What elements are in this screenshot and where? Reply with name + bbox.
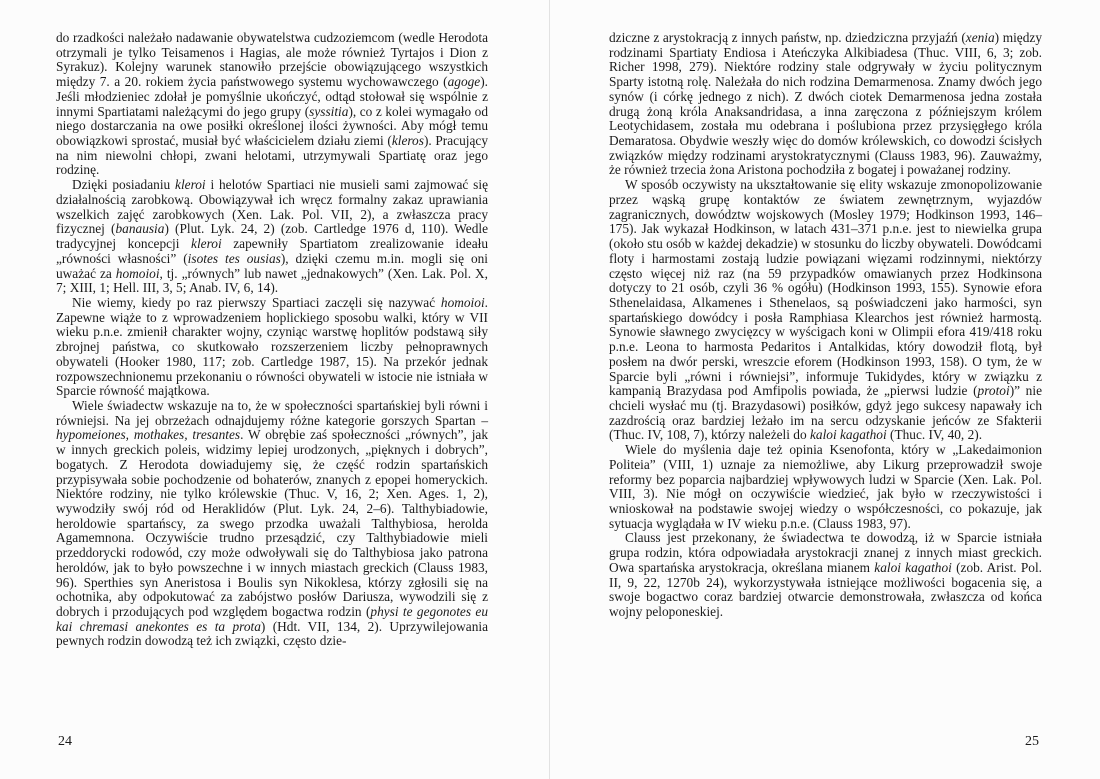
left-paragraph-1: do rzadkości należało nadawanie obywatelstwa cudzoziemcom (wedle Herodota otrzymali je tylko Teisamenos i Hagias, ale może również Tyrtajos i Dion z Syrakuz). Kolejny warunek stanowiło przejście obowiązującego wszystkich między 7. a 20. rokiem życia państwowego systemu wychowawczego (agoge). Jeśli młodzieniec zdołał je pomyślnie ukończyć, odtąd stołował się wspólnie z innymi Spartiatami należącymi do jego grupy (syssitia), co z kolei wymagało od niego dostarczania na owe posiłki określonej ilości żywności. Aby mógł temu obowiązkowi sprostać, musiał być właścicielem działu ziemi (kleros). Pracujący na nim niewolni chłopi, zwani helotami, utrzymywali Spartiatę oraz jego rodzinę. bbox=[56, 30, 488, 178]
left-paragraph-2: Dzięki posiadaniu kleroi i helotów Spartiaci nie musieli sami zajmować się działalnością zarobkową. Obowiązywał ich wręcz formalny zakaz uprawiania wszelkich zajęć zarobkowych (Xen. Lak. Pol. VII, 2), a zwłaszcza pracy fizycznej (banausia) (Plut. Lyk. 24, 2) (zob. Cartledge 1976 d, 110). Wedle tradycyjnej koncepcji kleroi zapewniły Spartiatom zrealizowanie ideału „równości własności” (isotes tes ousias), dzięki czemu m.in. mogli się oni uważać za homoioi, tj. „równych” lub nawet „jednakowych” (Xen. Lak. Pol. X, 7; XIII, 1; Hell. III, 3, 5; Anab. IV, 6, 14). bbox=[56, 177, 489, 296]
right-paragraph-4: Clauss jest przekonany, że świadectwa te dowodzą, iż w Sparcie istniała grupa rodzin, która odpowiadała arystokracji znanej z innych miast greckich. Owa spartańska arystokracja, określana mianem kaloi kagathoi (zob. Arist. Pol. II, 9, 22, 1270b 24), wykorzystywała istniejące możliwości bogacenia się, a swoje bogactwo coraz bardziej otwarcie demonstrowała, zwłaszcza od końca wojny peloponeskiej. bbox=[609, 530, 1043, 620]
left-paragraph-3: Nie wiemy, kiedy po raz pierwszy Spartiaci zaczęli się nazywać homoioi. Zapewne wiąże to z wprowadzeniem hoplickiego sposobu walki, który w VII wieku p.n.e. zmienił charakter wojny, czyniąc warstwę hoplitów podstawą siły zbrojnej państwa, co skutkowało rozszerzeniem liczby pełnoprawnych obywateli (Hooker 1980, 117; zob. Cartledge 1987, 15). Na przekór jednak rozpowszechnionemu przekonaniu o równości obywateli w istocie nie istniała w Sparcie równość majątkowa. bbox=[56, 294, 488, 399]
left-page-text bbox=[56, 31, 488, 649]
right-paragraph-2: W sposób oczywisty na ukształtowanie się elity wskazuje zmonopolizowanie przez wąską grupę kontaktów ze światem zewnętrznym, wyjazdów zagranicznych, dowództw wojskowych (Mosley 1979; Hodkinson 1993, 146–175). Jak wykazał Hodkinson, w latach 431–371 p.n.e. jest to niewielka grupa (około stu osób w każdej dekadzie) w stosunku do liczby obywateli. Dowódcami floty i harmostami zostają ludzie powiązani więzami rodzinnymi, niektórzy często więcej niż raz (na 59 przypadków omawianych przez Hodkinsona dotyczy to 21 osób, czyli 36 % ogółu) (Hodkinson 1993, 155). Synowie efora Sthenelaidasa, Alkamenes i Sthenelaos, są poświadczeni jako harmości, syn spartańskiego dowódcy i posła Ramphiasa Klearchos jest również harmostą. Synowie sławnego zwycięzcy w wyścigach koni w Olimpii efora 419/418 roku p.n.e. Leona to harmosta Pedaritos i Antalkidas, który dowodził flotą, był posłem na dwór perski, wreszcie eforem (Hodkinson 1993, 158). O tym, że w Sparcie byli „równi i równiejsi”, informuje Tukidydes, który w związku z kampanią Brazydasa pod Amfipolis powiada, że „pierwsi ludzie (protoi)” nie chcieli wysłać mu (tj. Brazydasowi) posiłków, gdyż jego sukcesy napawały ich zazdrością oraz bardziej leżało im na sercu odzyskanie jeńców ze Sfakterii (Thuc. IV, 108, 7), którzy należeli do kaloi kagathoi (Thuc. IV, 40, 2). bbox=[609, 177, 1042, 443]
right-page-text bbox=[609, 31, 1042, 620]
right-paragraph-3: Wiele do myślenia daje też opinia Ksenofonta, który w „Lakedaimonion Politeia” (VIII, 1) uznaje za niemożliwe, aby Likurg przeprowadził swoje reformy bez poparcia najbardziej wpływowych ludzi w Sparcie (Xen. Lak. Pol. VIII, 3). Nie mógł on oczywiście wiedzieć, jak było w rzeczywistości i wnioskował na podstawie swojej wiedzy o współczesności, co pokazuje, jak sytuacja wyglądała w IV wieku p.n.e. (Clauss 1983, 97). bbox=[609, 442, 1042, 531]
left-page-number: 24 bbox=[58, 734, 72, 749]
right-page-number: 25 bbox=[1025, 734, 1039, 749]
right-page bbox=[550, 0, 1100, 779]
right-paragraph-1: dziczne z arystokracją z innych państw, np. dziedziczna przyjaźń (xenia) między rodzinami Spartiaty Endiosa i Ateńczyka Alkibiadesa (Thuc. VIII, 6, 3; zob. Richer 1998, 279). Niektóre rodziny stale odgrywały w życiu politycznym Sparty istotną rolę. Należała do nich rodzina Demarmenosa. Znamy dwóch jego synów (i córkę jednego z nich). Z dwóch ciotek Demarmenosa jedna została drugą żoną króla Anaksandridasa, a inna zaręczona z późniejszym królem Leotychidasem, została mu odebrana i poślubiona przez przysięgłego króla Demaratosa. Obydwie weszły więc do domów królewskich, co dowodzi ścisłych związków między rodzinami arystokratycznymi (Clauss 1983, 96). Zauważmy, że również trzecia żona Aristona pochodziła z bogatej i poważanej rodziny. bbox=[609, 30, 1042, 178]
left-paragraph-4: Wiele świadectw wskazuje na to, że w społeczności spartańskiej byli równi i równiejsi. Na jej obrzeżach odnajdujemy różne kategorie gorszych Spartan – hypomeiones, mothakes, tresantes. W obrębie zaś społeczności „równych”, jak w innych greckich poleis, widzimy lepiej urodzonych, „pięknych i dobrych”, bogatych. Z Herodota dowiadujemy się, że część rodzin spartańskich przypisywała sobie pochodzenie od bohaterów, znanych z epopei homeryckich. Niektóre rodziny, nie tylko królewskie (Thuc. V, 16, 2; Xen. Ages. 1, 2), wywodziły swój ród od Heraklidów (Plut. Lyk. 24, 2–6). Talthybiadowie, heroldowie spartańscy, za swego przodka uważali Talthybiosa, herolda Agamemnona. Oczywiście trudno przesądzić, czy Talthybiadowie mieli przeddorycki rodowód, czy może odwoływali się do Talthybiosa jako patrona heroldów, jak to było powszechne i w innych miastach greckich (Clauss 1983, 96). Sperthies syn Aneristosa i Boulis syn Nikoklesa, którzy zgłosili się na ochotnika, aby odpokutować za zabójstwo posłów Dariusza, wywodzili się z dobrych i przodujących pod względem bogactwa rodzin (physi te gegonotes eu kai chremasi anekontes es ta prota) (Hdt. VII, 134, 2). Uprzywilejowania pewnych rodzin dowodzą też ich związki, często dzie- bbox=[56, 397, 488, 649]
